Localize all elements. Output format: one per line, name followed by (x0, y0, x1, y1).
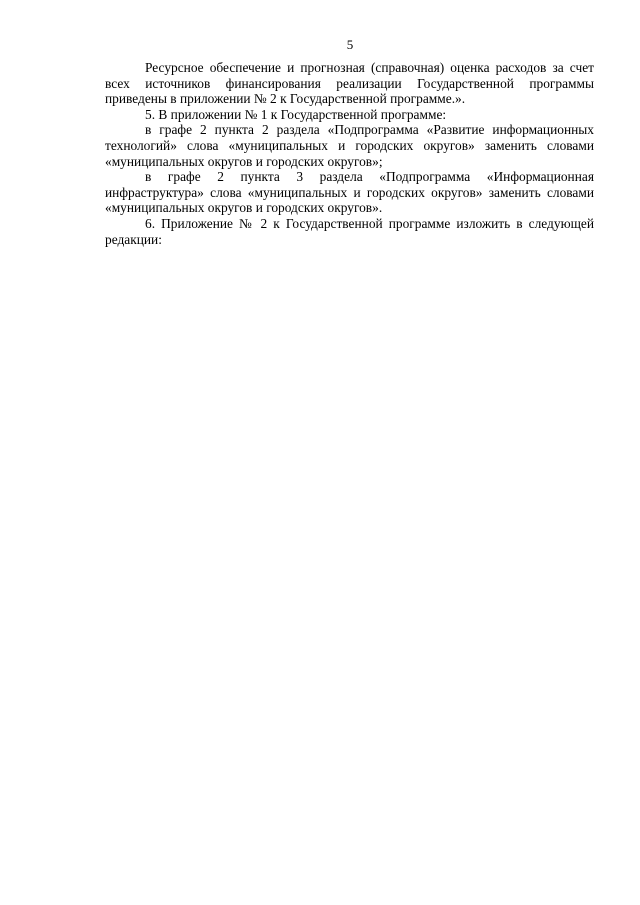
paragraph-item-5: 5. В приложении № 1 к Государственной программе: (145, 106, 447, 122)
paragraph-item-5-point-2: в графе 2 пункта 2 раздела «Подпрограмма «Развитие информационных технологий» слова «муниципальных и городских округов» заменить словами «муниципальных округов и городских округов»; (105, 122, 594, 169)
page-number: 5 (346, 37, 354, 52)
paragraph-item-5-point-3: в графе 2 пункта 3 раздела «Подпрограмма «Информационная инфраструктура» слова «муниципальных и городских округов» заменить словами «муниципальных округов и городских округов». (105, 169, 594, 216)
paragraph-item-6: 6. Приложение № 2 к Государственной программе изложить в следующей редакции: (105, 215, 594, 247)
document-body (105, 60, 594, 247)
paragraph-resource-provision: Ресурсное обеспечение и прогнозная (справочная) оценка расходов за счет всех источников финансирования реализации Государственной программы приведены в приложении № 2 к Государственной программе.». (105, 60, 594, 107)
